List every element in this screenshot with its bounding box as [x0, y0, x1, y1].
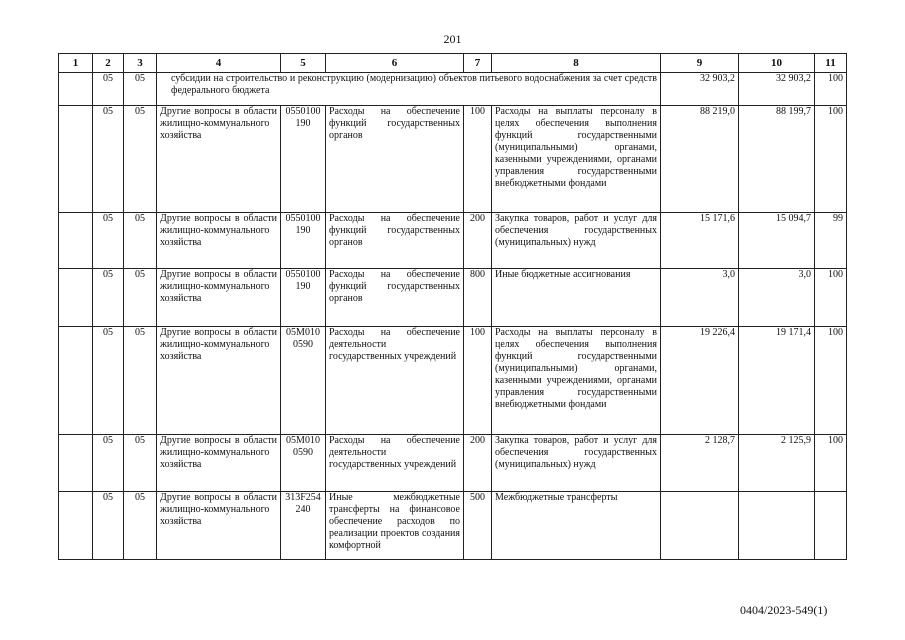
cell-section: 05 — [93, 213, 124, 269]
table-row — [59, 106, 847, 213]
cell-section: 05 — [93, 435, 124, 492]
cell-planned: 32 903,2 — [661, 73, 739, 106]
cell-expense-type: 200 — [464, 435, 492, 492]
table-row — [59, 269, 847, 327]
table-row — [59, 327, 847, 435]
cell-target-code: 0550100190 — [281, 213, 326, 269]
cell-section: 05 — [93, 106, 124, 213]
cell-name: Другие вопросы в области жилищно-коммунального хозяйства — [157, 435, 281, 492]
document-code: 0404/2023-549(1) — [740, 603, 828, 617]
column-header: 8 — [492, 54, 661, 73]
cell-expense-name: Закупка товаров, работ и услуг для обеспечения государственных (муниципальных) нужд — [492, 213, 661, 269]
cell-expense-type: 500 — [464, 492, 492, 560]
cell-subsection: 05 — [124, 492, 157, 560]
column-header: 2 — [93, 54, 124, 73]
cell-target-code: 0550100190 — [281, 106, 326, 213]
cell-subsection: 05 — [124, 106, 157, 213]
cell-col1 — [59, 269, 93, 327]
cell-planned: 3,0 — [661, 269, 739, 327]
cell-expense-name: Межбюджетные трансферты — [492, 492, 661, 560]
cell-expense-type: 100 — [464, 106, 492, 213]
cell-col1 — [59, 492, 93, 560]
cell-expense-type: 100 — [464, 327, 492, 435]
cell-subsection: 05 — [124, 213, 157, 269]
subtitle-text: субсидии на строительство и реконструкцию (модернизацию) объектов питьевого водоснабжения за счет средств федерального бюджета — [157, 73, 661, 106]
cell-percent: 100 — [815, 327, 847, 435]
cell-executed: 3,0 — [739, 269, 815, 327]
cell-planned: 15 171,6 — [661, 213, 739, 269]
column-header: 6 — [326, 54, 464, 73]
page-number: 201 — [443, 32, 462, 46]
cell-percent — [815, 492, 847, 560]
cell-percent: 100 — [815, 435, 847, 492]
cell-target-name: Расходы на обеспечение деятельности государственных учреждений — [326, 435, 464, 492]
cell-planned: 19 226,4 — [661, 327, 739, 435]
cell-expense-name: Иные бюджетные ассигнования — [492, 269, 661, 327]
column-header: 10 — [739, 54, 815, 73]
cell-col1 — [59, 73, 93, 106]
column-header: 5 — [281, 54, 326, 73]
table-row — [59, 435, 847, 492]
cell-target-code: 05М0100590 — [281, 435, 326, 492]
cell-subsection: 05 — [124, 269, 157, 327]
cell-expense-name: Расходы на выплаты персоналу в целях обеспечения выполнения функций государственными (муниципальными) органами, казенными учреждениями, органами управления государственными внебюджетными фондами — [492, 327, 661, 435]
subtitle-row — [59, 73, 847, 106]
cell-target-name: Расходы на обеспечение деятельности государственных учреждений — [326, 327, 464, 435]
cell-executed: 15 094,7 — [739, 213, 815, 269]
header-row — [59, 54, 847, 73]
cell-expense-name: Расходы на выплаты персоналу в целях обеспечения выполнения функций государственными (муниципальными) органами, казенными учреждениями, органами управления государственными внебюджетными фондами — [492, 106, 661, 213]
table-row — [59, 213, 847, 269]
cell-planned: 88 219,0 — [661, 106, 739, 213]
column-header: 9 — [661, 54, 739, 73]
cell-planned: 2 128,7 — [661, 435, 739, 492]
cell-subsection: 05 — [124, 327, 157, 435]
cell-section: 05 — [93, 73, 124, 106]
cell-name: Другие вопросы в области жилищно-коммунального хозяйства — [157, 492, 281, 560]
cell-target-name: Иные межбюджетные трансферты на финансовое обеспечение расходов по реализации проектов создания комфортной — [326, 492, 464, 560]
cell-planned — [661, 492, 739, 560]
cell-target-code: 313F254240 — [281, 492, 326, 560]
cell-percent: 100 — [815, 106, 847, 213]
cell-name: Другие вопросы в области жилищно-коммунального хозяйства — [157, 213, 281, 269]
cell-percent: 100 — [815, 73, 847, 106]
cell-col1 — [59, 327, 93, 435]
cell-col1 — [59, 106, 93, 213]
cell-name: Другие вопросы в области жилищно-коммунального хозяйства — [157, 269, 281, 327]
cell-expense-type: 800 — [464, 269, 492, 327]
table-row — [59, 492, 847, 560]
cell-percent: 100 — [815, 269, 847, 327]
cell-name: Другие вопросы в области жилищно-коммунального хозяйства — [157, 106, 281, 213]
column-header: 4 — [157, 54, 281, 73]
cell-col1 — [59, 435, 93, 492]
cell-executed: 88 199,7 — [739, 106, 815, 213]
cell-executed: 32 903,2 — [739, 73, 815, 106]
cell-target-name: Расходы на обеспечение функций государственных органов — [326, 269, 464, 327]
column-header: 11 — [815, 54, 847, 73]
cell-executed: 19 171,4 — [739, 327, 815, 435]
cell-section: 05 — [93, 327, 124, 435]
cell-subsection: 05 — [124, 73, 157, 106]
cell-target-code: 05М0100590 — [281, 327, 326, 435]
cell-expense-type: 200 — [464, 213, 492, 269]
cell-target-name: Расходы на обеспечение функций государственных органов — [326, 106, 464, 213]
cell-subsection: 05 — [124, 435, 157, 492]
cell-name: Другие вопросы в области жилищно-коммунального хозяйства — [157, 327, 281, 435]
cell-target-name: Расходы на обеспечение функций государственных органов — [326, 213, 464, 269]
cell-target-code: 0550100190 — [281, 269, 326, 327]
cell-section: 05 — [93, 269, 124, 327]
cell-executed: 2 125,9 — [739, 435, 815, 492]
column-header: 3 — [124, 54, 157, 73]
cell-percent: 99 — [815, 213, 847, 269]
cell-expense-name: Закупка товаров, работ и услуг для обеспечения государственных (муниципальных) нужд — [492, 435, 661, 492]
budget-table — [58, 53, 847, 560]
column-header: 1 — [59, 54, 93, 73]
cell-executed — [739, 492, 815, 560]
cell-section: 05 — [93, 492, 124, 560]
cell-col1 — [59, 213, 93, 269]
column-header: 7 — [464, 54, 492, 73]
